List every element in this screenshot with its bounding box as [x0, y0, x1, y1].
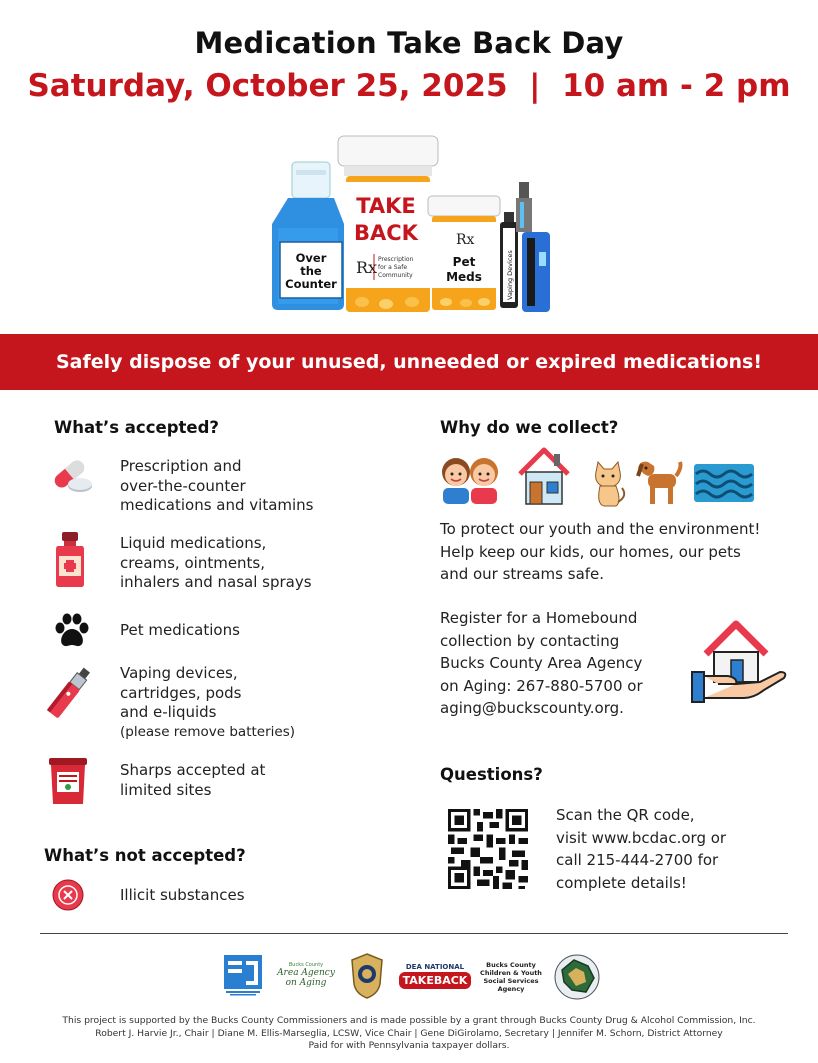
accepted-item-sharps: Sharps accepted at limited sites	[120, 761, 266, 799]
accepted-item-pet: Pet medications	[120, 621, 240, 639]
kids-icon	[438, 446, 502, 506]
area-agency-on-aging-logo: Bucks County Area Agency on Aging	[277, 962, 335, 988]
svg-text:Pet: Pet	[452, 255, 476, 269]
not-accepted-item-illicit: Illicit substances	[120, 886, 245, 904]
qr-code-icon[interactable]	[448, 809, 528, 889]
cat-icon	[588, 460, 628, 508]
children-youth-agency-logo: Bucks County Children & Youth Social Services Agency	[480, 961, 542, 993]
footer-divider	[40, 933, 788, 934]
svg-text:BACK: BACK	[354, 221, 418, 245]
svg-text:Vaping Devices: Vaping Devices	[506, 250, 514, 300]
medicine-bottle-icon	[54, 532, 86, 588]
why-text: To protect our youth and the environment! Help keep our kids, our homes, our pets and our streams safe.	[440, 520, 761, 583]
svg-text:the: the	[300, 264, 322, 278]
accepted-item-prescription: Prescription and over-the-counter medications and vitamins	[120, 457, 314, 514]
x-circle-icon	[52, 879, 84, 911]
why-heading: Why do we collect?	[440, 418, 619, 437]
police-badge-logo	[350, 952, 384, 1000]
svg-text:Over: Over	[295, 251, 327, 265]
vape-device-icon	[500, 182, 550, 312]
event-date-time: Saturday, October 25, 2025 | 10 am - 2 pm	[27, 68, 791, 104]
sharps-container-icon	[48, 758, 88, 804]
svg-text:Prescription: Prescription	[378, 256, 414, 263]
bucks-county-map-logo	[552, 952, 602, 1002]
dog-icon	[634, 458, 684, 506]
vape-pen-icon	[46, 666, 92, 720]
accepted-heading: What’s accepted?	[54, 418, 219, 437]
not-accepted-heading: What’s not accepted?	[44, 846, 246, 865]
questions-heading: Questions?	[440, 765, 543, 784]
accepted-item-vaping: Vaping devices, cartridges, pods and e-liquids (please remove batteries)	[120, 664, 295, 740]
svg-text:Rx: Rx	[456, 232, 475, 248]
homebound-text: Register for a Homebound collection by contacting Bucks County Area Agency on Aging: 267-880-5700 or aging@buckscounty.org.	[440, 609, 643, 717]
paw-print-icon	[52, 613, 92, 649]
svg-text:TAKE: TAKE	[356, 194, 416, 218]
hero-illustration	[266, 132, 556, 316]
svg-text:Rx: Rx	[356, 258, 378, 277]
accepted-item-liquid: Liquid medications, creams, ointments, inhalers and nasal sprays	[120, 534, 312, 591]
svg-text:for a Safe: for a Safe	[378, 264, 408, 271]
svg-text:Community: Community	[378, 272, 413, 279]
footer-disclaimer: This project is supported by the Bucks County Commissioners and is made possible by a grant through Bucks County Drug & Alcohol Commission, Inc. Robert J. Harvie Jr., Chair | Diane M. Ellis-Marseglia, LCSW, Vice Chair | Gene DiGirolamo, Secretary | Jennifer M. Schorn, District Attorney Paid for with Pennsylvania taxpayer dollars.	[62, 1015, 756, 1051]
dea-takeback-logo: DEA NATIONAL TAKEBACK	[398, 956, 472, 996]
otc-bottle-icon	[272, 162, 344, 310]
bcdac-logo	[222, 953, 264, 997]
page-title: Medication Take Back Day	[194, 26, 624, 60]
house-icon	[516, 446, 572, 506]
questions-text: Scan the QR code, visit www.bcdac.org or call 215-444-2700 for complete details!	[556, 806, 727, 892]
svg-text:Meds: Meds	[446, 270, 482, 284]
svg-text:Counter: Counter	[285, 277, 337, 291]
pill-capsule-icon	[50, 456, 94, 496]
house-in-hand-icon	[688, 614, 790, 708]
prescription-bottle-icon	[338, 136, 438, 312]
dispose-banner: Safely dispose of your unused, unneeded or expired medications!	[0, 334, 818, 390]
water-waves-icon	[694, 464, 754, 502]
pet-meds-bottle-icon	[428, 196, 500, 310]
